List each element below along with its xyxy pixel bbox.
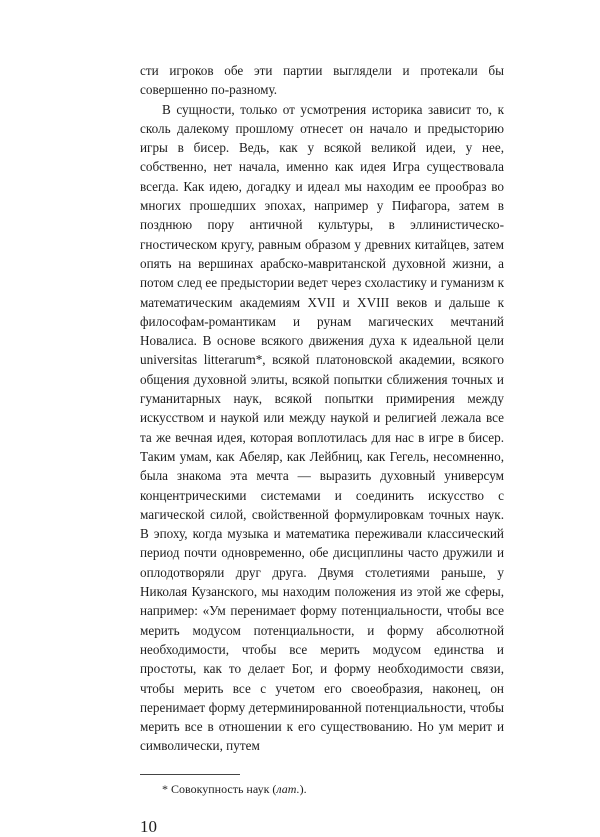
footnote-close: ). xyxy=(299,781,307,796)
paragraph-continuation: сти игроков обе эти партии выглядели и протекали бы совершенно по-разному. xyxy=(140,63,504,98)
footnote-text: * Совокупность наук ( xyxy=(162,781,277,796)
paragraph-main: В сущности, только от усмотрения историка зависит то, к сколь далекому прошлому отнесет он начало и предысторию игры в бисер. Ведь, как у всякой великой идеи, у нее, собственно, нет начала, именно как идея Игра существовала всегда. Как идею, догадку и идеал мы находим ее прообраз во многих прошедших эпохах, например у Пифагора, затем в позднюю пору античной культуры, в эллинистическо-гностическом кругу, равным образом у древних китайцев, затем опять на вершинах арабско-мавританской духовной жизни, а потом след ее предыстории ведет через схоластику и гуманизм к математическим академиям XVII и XVIII веков и дальше к философам-романтикам и рунам магических мечтаний Новалиса. В основе всякого движения духа к идеальной цели universitas litterarum*, всякой платоновской академии, всякого общения духовной элиты, всякой попытки сближения точных и гуманитарных наук, всякой попытки примирения между искусством и наукой или между наукой и религией лежала все та же вечная идея, которая воплотилась для нас в игре в бисер. Таким умам, как Абеляр, как Лейбниц, как Гегель, несомненно, была знакома эта мечта — выразить духовный универсум концентрическими системами и соединить искусство с магической силой, свойственной формулировкам точных наук. В эпоху, когда музыка и математика переживали классический период почти одновременно, обе дисциплины часто дружили и оплодотворяли друг друга. Двумя столетиями раньше, у Николая Кузанского, мы находим положения из этой же сферы, например: «Ум перенимает форму потенциальности, чтобы все мерить модусом потенциальности, и форму абсолютной необходимости, чтобы все мерить модусом единства и простоты, как то делает Бог, и форму необходимости связи, чтобы мерить все с учетом его своеобразия, наконец, он перенимает форму детерминированной потенциальности, чтобы мерить все в отношении к его существованию. Но ум мерит и символически, путем xyxy=(140,101,504,754)
footnote-divider xyxy=(140,774,240,775)
page-number: 10 xyxy=(140,816,157,836)
footnote-abbreviation: лат. xyxy=(276,781,300,796)
footnote xyxy=(140,781,504,797)
book-page xyxy=(140,61,504,837)
